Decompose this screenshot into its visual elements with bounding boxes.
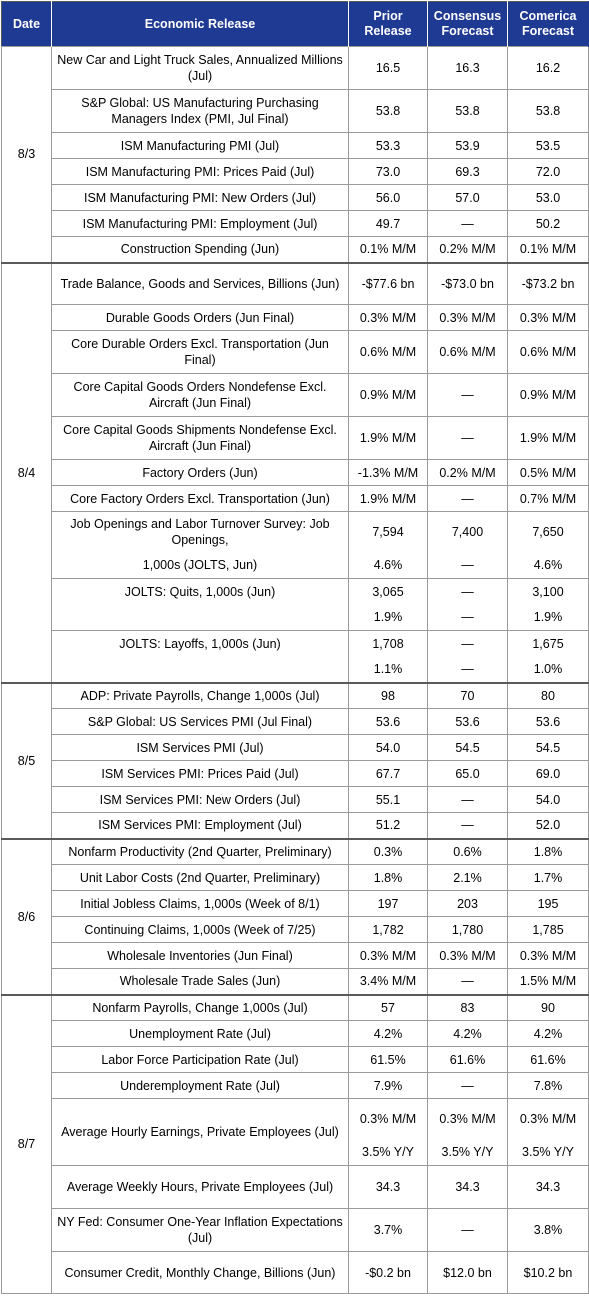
release-cell: Core Capital Goods Orders Nondefense Excl. Aircraft (Jun Final) [52, 374, 349, 417]
release-cell: Initial Jobless Claims, 1,000s (Week of 8/1) [52, 891, 349, 917]
prior-cell: 1.9% M/M [349, 486, 428, 512]
table-row [2, 553, 589, 579]
prior-cell: 16.5 [349, 47, 428, 90]
table-row [2, 1099, 589, 1140]
consensus-cell: 0.2% M/M [428, 237, 508, 263]
release-cell: ISM Manufacturing PMI: Employment (Jul) [52, 211, 349, 237]
consensus-cell: 34.3 [428, 1166, 508, 1209]
comerica-cell: 1.9% M/M [508, 417, 589, 460]
consensus-cell: — [428, 813, 508, 839]
consensus-cell: 16.3 [428, 47, 508, 90]
comerica-cell: 7,650 [508, 512, 589, 553]
release-cell: Factory Orders (Jun) [52, 460, 349, 486]
table-row [2, 374, 589, 417]
prior-cell: 0.3% M/M [349, 305, 428, 331]
comerica-cell: 0.3% M/M [508, 1099, 589, 1140]
release-cell: Unit Labor Costs (2nd Quarter, Preliminary) [52, 865, 349, 891]
header-prior-line1: Prior [373, 9, 403, 23]
release-cell: Durable Goods Orders (Jun Final) [52, 305, 349, 331]
table-row [2, 90, 589, 133]
prior-cell: 1,782 [349, 917, 428, 943]
table-row [2, 1073, 589, 1099]
prior-cell: 1.9% M/M [349, 417, 428, 460]
consensus-cell: 61.6% [428, 1047, 508, 1073]
release-cell: Core Factory Orders Excl. Transportation (Jun) [52, 486, 349, 512]
header-consensus-forecast [428, 2, 508, 47]
release-cell: Core Capital Goods Shipments Nondefense Excl. Aircraft (Jun Final) [52, 417, 349, 460]
release-cell: Unemployment Rate (Jul) [52, 1021, 349, 1047]
prior-cell: 0.3% [349, 839, 428, 865]
consensus-cell: 53.9 [428, 133, 508, 159]
table-row [2, 579, 589, 605]
comerica-cell: 1.5% M/M [508, 969, 589, 995]
consensus-cell: 0.3% M/M [428, 943, 508, 969]
date-cell: 8/5 [2, 683, 52, 839]
comerica-cell: 80 [508, 683, 589, 709]
comerica-cell: 72.0 [508, 159, 589, 185]
table-row [2, 159, 589, 185]
comerica-cell: 54.5 [508, 735, 589, 761]
table-row [2, 185, 589, 211]
consensus-cell: 2.1% [428, 865, 508, 891]
prior-cell: 98 [349, 683, 428, 709]
comerica-cell: 3.5% Y/Y [508, 1140, 589, 1166]
prior-cell: 53.8 [349, 90, 428, 133]
table-row [2, 133, 589, 159]
consensus-cell: 0.6% M/M [428, 331, 508, 374]
header-economic-release: Economic Release [52, 2, 349, 47]
comerica-cell: 1,675 [508, 631, 589, 657]
comerica-cell: 50.2 [508, 211, 589, 237]
release-cell: Core Durable Orders Excl. Transportation (Jun Final) [52, 331, 349, 374]
prior-cell: 1.8% [349, 865, 428, 891]
table-row [2, 657, 589, 683]
comerica-cell: 52.0 [508, 813, 589, 839]
comerica-cell: 53.0 [508, 185, 589, 211]
consensus-cell: — [428, 417, 508, 460]
release-cell: Average Hourly Earnings, Private Employees (Jul) [52, 1099, 349, 1166]
consensus-cell: -$73.0 bn [428, 263, 508, 305]
date-cell: 8/7 [2, 995, 52, 1294]
comerica-cell: 34.3 [508, 1166, 589, 1209]
consensus-cell: 70 [428, 683, 508, 709]
table-row [2, 709, 589, 735]
table-row [2, 631, 589, 657]
consensus-cell: 57.0 [428, 185, 508, 211]
table-row [2, 865, 589, 891]
release-cell: S&P Global: US Services PMI (Jul Final) [52, 709, 349, 735]
table-row [2, 917, 589, 943]
table-row [2, 486, 589, 512]
comerica-cell: 4.2% [508, 1021, 589, 1047]
release-cell: Underemployment Rate (Jul) [52, 1073, 349, 1099]
release-cell: Trade Balance, Goods and Services, Billions (Jun) [52, 263, 349, 305]
table-row [2, 1166, 589, 1209]
comerica-cell: 54.0 [508, 787, 589, 813]
release-cell: ISM Services PMI: Employment (Jul) [52, 813, 349, 839]
consensus-cell: — [428, 486, 508, 512]
consensus-cell: 83 [428, 995, 508, 1021]
release-cell: Wholesale Trade Sales (Jun) [52, 969, 349, 995]
header-comerica-forecast [508, 2, 589, 47]
table-row [2, 1047, 589, 1073]
prior-cell: 55.1 [349, 787, 428, 813]
comerica-cell: 195 [508, 891, 589, 917]
table-header [2, 2, 589, 47]
consensus-cell: — [428, 579, 508, 605]
table-row [2, 683, 589, 709]
header-date: Date [2, 2, 52, 47]
table-row [2, 47, 589, 90]
prior-cell: 34.3 [349, 1166, 428, 1209]
release-cell: S&P Global: US Manufacturing Purchasing Managers Index (PMI, Jul Final) [52, 90, 349, 133]
prior-cell: 0.3% M/M [349, 943, 428, 969]
comerica-cell: 7.8% [508, 1073, 589, 1099]
prior-cell: 0.1% M/M [349, 237, 428, 263]
table-row [2, 417, 589, 460]
prior-cell: 53.6 [349, 709, 428, 735]
release-cell: JOLTS: Layoffs, 1,000s (Jun) [52, 631, 349, 657]
header-prior-line2: Release [364, 24, 412, 38]
release-cell: 1,000s (JOLTS, Jun) [52, 553, 349, 579]
header-consensus-line1: Consensus [433, 9, 502, 23]
release-cell: New Car and Light Truck Sales, Annualized Millions (Jul) [52, 47, 349, 90]
table-row [2, 237, 589, 263]
consensus-cell: — [428, 969, 508, 995]
table-row [2, 735, 589, 761]
date-cell: 8/4 [2, 263, 52, 683]
header-comerica-line1: Comerica [519, 9, 577, 23]
table-row [2, 1252, 589, 1294]
prior-cell: -$0.2 bn [349, 1252, 428, 1294]
table-row [2, 605, 589, 631]
date-cell: 8/3 [2, 47, 52, 263]
comerica-cell: 1.8% [508, 839, 589, 865]
release-cell: Nonfarm Productivity (2nd Quarter, Preliminary) [52, 839, 349, 865]
consensus-cell: — [428, 374, 508, 417]
prior-cell: 0.9% M/M [349, 374, 428, 417]
comerica-cell: 53.5 [508, 133, 589, 159]
prior-cell: 61.5% [349, 1047, 428, 1073]
header-consensus-line2: Forecast [441, 24, 494, 38]
consensus-cell: 203 [428, 891, 508, 917]
table-row [2, 891, 589, 917]
comerica-cell: 0.6% M/M [508, 331, 589, 374]
comerica-cell: 1.9% [508, 605, 589, 631]
prior-cell: -$77.6 bn [349, 263, 428, 305]
release-cell [52, 657, 349, 683]
release-cell: Construction Spending (Jun) [52, 237, 349, 263]
consensus-cell: 3.5% Y/Y [428, 1140, 508, 1166]
comerica-cell: 61.6% [508, 1047, 589, 1073]
prior-cell: 7,594 [349, 512, 428, 553]
prior-cell: 0.6% M/M [349, 331, 428, 374]
prior-cell: 53.3 [349, 133, 428, 159]
prior-cell: 4.6% [349, 553, 428, 579]
table-row [2, 1209, 589, 1252]
release-cell: ISM Manufacturing PMI: Prices Paid (Jul) [52, 159, 349, 185]
prior-cell: 3,065 [349, 579, 428, 605]
release-cell: NY Fed: Consumer One-Year Inflation Expectations (Jul) [52, 1209, 349, 1252]
consensus-cell: 1,780 [428, 917, 508, 943]
consensus-cell: 7,400 [428, 512, 508, 553]
comerica-cell: 0.5% M/M [508, 460, 589, 486]
release-cell: Labor Force Participation Rate (Jul) [52, 1047, 349, 1073]
prior-cell: 7.9% [349, 1073, 428, 1099]
table-row [2, 813, 589, 839]
table-row [2, 995, 589, 1021]
header-comerica-line2: Forecast [521, 24, 575, 38]
release-cell: Nonfarm Payrolls, Change 1,000s (Jul) [52, 995, 349, 1021]
prior-cell: 3.4% M/M [349, 969, 428, 995]
table-row [2, 305, 589, 331]
table-row [2, 263, 589, 305]
table-row [2, 839, 589, 865]
comerica-cell: 53.6 [508, 709, 589, 735]
prior-cell: 1.1% [349, 657, 428, 683]
table-row [2, 460, 589, 486]
prior-cell: 49.7 [349, 211, 428, 237]
comerica-cell: 0.7% M/M [508, 486, 589, 512]
prior-cell: -1.3% M/M [349, 460, 428, 486]
table-row [2, 331, 589, 374]
release-cell: ISM Manufacturing PMI: New Orders (Jul) [52, 185, 349, 211]
release-cell [52, 605, 349, 631]
consensus-cell: 0.3% M/M [428, 1099, 508, 1140]
consensus-cell: 65.0 [428, 761, 508, 787]
release-cell: Continuing Claims, 1,000s (Week of 7/25) [52, 917, 349, 943]
consensus-cell: 53.6 [428, 709, 508, 735]
consensus-cell: — [428, 211, 508, 237]
consensus-cell: — [428, 1209, 508, 1252]
consensus-cell: 69.3 [428, 159, 508, 185]
table-row [2, 969, 589, 995]
comerica-cell: 3.8% [508, 1209, 589, 1252]
comerica-cell: 1.7% [508, 865, 589, 891]
consensus-cell: — [428, 631, 508, 657]
release-cell: ISM Services PMI: Prices Paid (Jul) [52, 761, 349, 787]
comerica-cell: 0.3% M/M [508, 305, 589, 331]
prior-cell: 3.7% [349, 1209, 428, 1252]
release-cell: Average Weekly Hours, Private Employees (Jul) [52, 1166, 349, 1209]
prior-cell: 54.0 [349, 735, 428, 761]
economic-calendar-table [1, 1, 589, 1294]
prior-cell: 4.2% [349, 1021, 428, 1047]
consensus-cell: 0.3% M/M [428, 305, 508, 331]
comerica-cell: $10.2 bn [508, 1252, 589, 1294]
prior-cell: 1.9% [349, 605, 428, 631]
comerica-cell: 1.0% [508, 657, 589, 683]
comerica-cell: 4.6% [508, 553, 589, 579]
table-row [2, 1021, 589, 1047]
comerica-cell: 69.0 [508, 761, 589, 787]
table-row [2, 761, 589, 787]
consensus-cell: — [428, 553, 508, 579]
consensus-cell: $12.0 bn [428, 1252, 508, 1294]
consensus-cell: — [428, 1073, 508, 1099]
comerica-cell: 0.3% M/M [508, 943, 589, 969]
comerica-cell: 3,100 [508, 579, 589, 605]
comerica-cell: 1,785 [508, 917, 589, 943]
comerica-cell: -$73.2 bn [508, 263, 589, 305]
release-cell: Wholesale Inventories (Jun Final) [52, 943, 349, 969]
prior-cell: 67.7 [349, 761, 428, 787]
prior-cell: 0.3% M/M [349, 1099, 428, 1140]
prior-cell: 73.0 [349, 159, 428, 185]
consensus-cell: 0.6% [428, 839, 508, 865]
prior-cell: 56.0 [349, 185, 428, 211]
consensus-cell: — [428, 657, 508, 683]
consensus-cell: 54.5 [428, 735, 508, 761]
consensus-cell: 4.2% [428, 1021, 508, 1047]
comerica-cell: 0.1% M/M [508, 237, 589, 263]
consensus-cell: 0.2% M/M [428, 460, 508, 486]
header-prior-release [349, 2, 428, 47]
date-cell: 8/6 [2, 839, 52, 995]
header-row [2, 2, 589, 47]
release-cell: Job Openings and Labor Turnover Survey: Job Openings, [52, 512, 349, 553]
prior-cell: 51.2 [349, 813, 428, 839]
consensus-cell: 53.8 [428, 90, 508, 133]
prior-cell: 3.5% Y/Y [349, 1140, 428, 1166]
comerica-cell: 53.8 [508, 90, 589, 133]
release-cell: JOLTS: Quits, 1,000s (Jun) [52, 579, 349, 605]
prior-cell: 1,708 [349, 631, 428, 657]
release-cell: ISM Services PMI (Jul) [52, 735, 349, 761]
release-cell: ISM Services PMI: New Orders (Jul) [52, 787, 349, 813]
comerica-cell: 0.9% M/M [508, 374, 589, 417]
consensus-cell: — [428, 787, 508, 813]
table-row [2, 211, 589, 237]
consensus-cell: — [428, 605, 508, 631]
prior-cell: 57 [349, 995, 428, 1021]
comerica-cell: 16.2 [508, 47, 589, 90]
release-cell: ADP: Private Payrolls, Change 1,000s (Jul) [52, 683, 349, 709]
table-row [2, 787, 589, 813]
table-row [2, 943, 589, 969]
prior-cell: 197 [349, 891, 428, 917]
table-body [2, 47, 589, 1294]
release-cell: ISM Manufacturing PMI (Jul) [52, 133, 349, 159]
release-cell: Consumer Credit, Monthly Change, Billions (Jun) [52, 1252, 349, 1294]
comerica-cell: 90 [508, 995, 589, 1021]
table-row [2, 512, 589, 553]
